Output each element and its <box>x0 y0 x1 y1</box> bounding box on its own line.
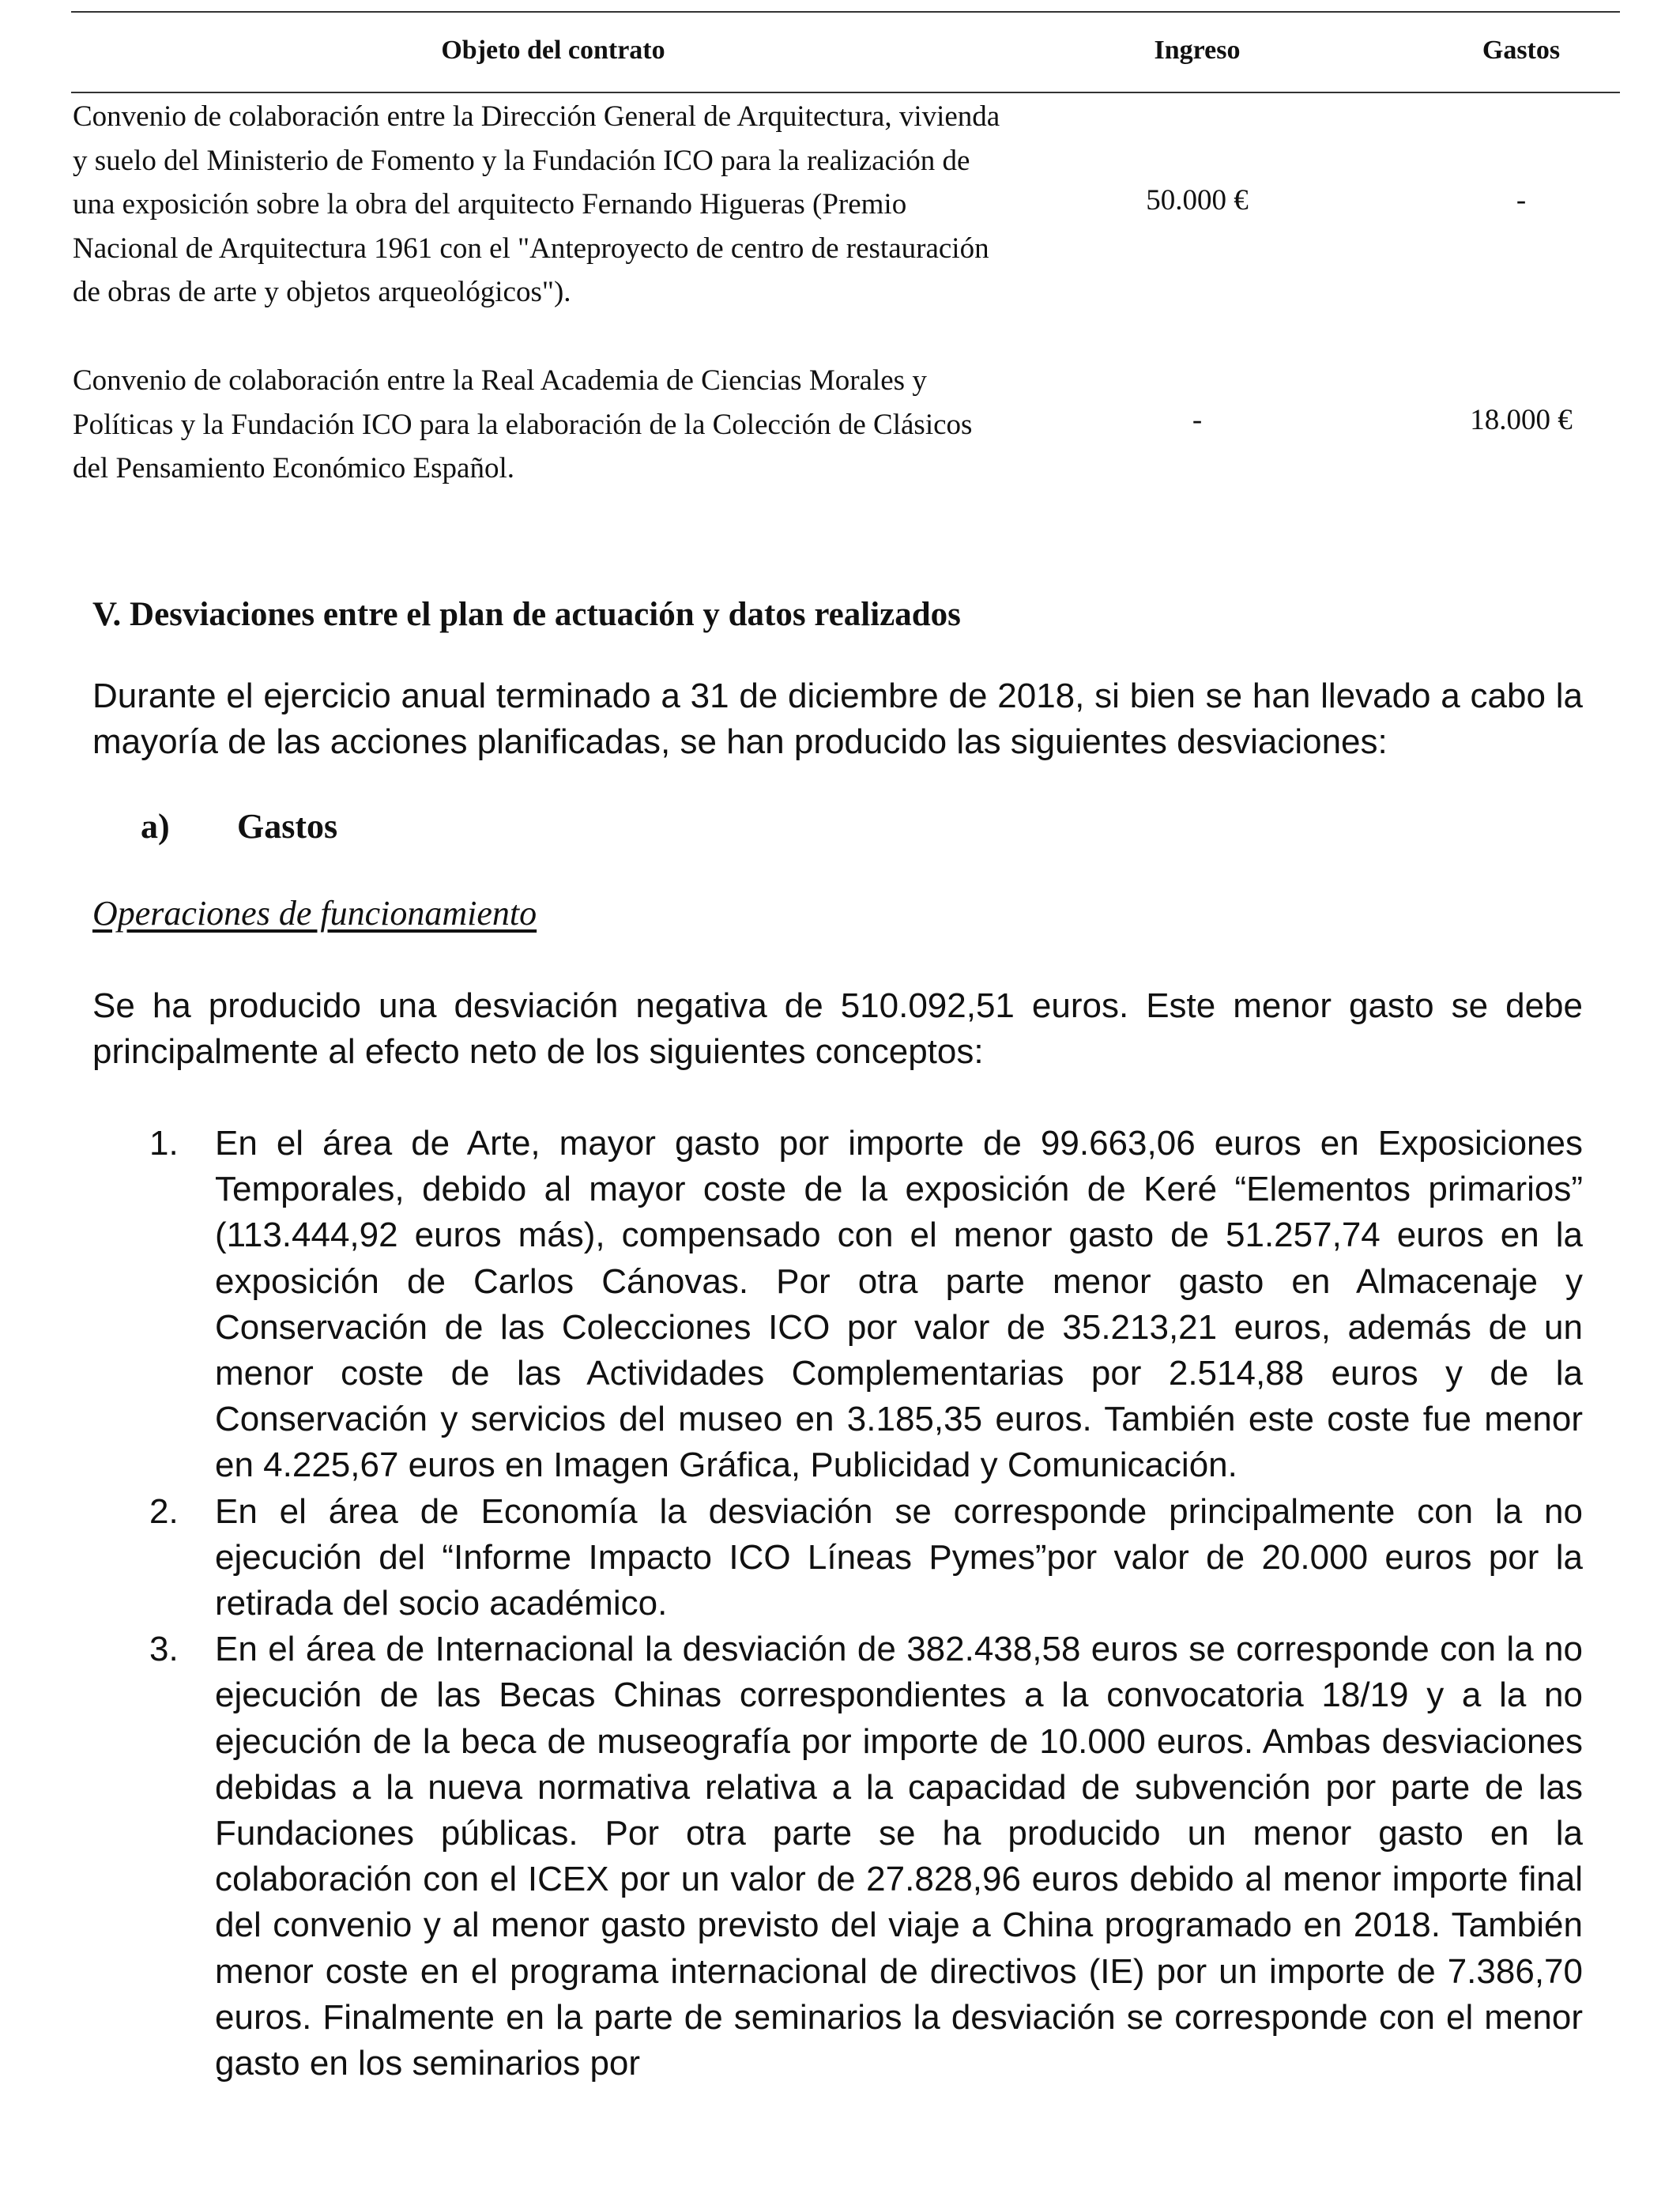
intro-paragraph: Durante el ejercicio anual terminado a 31 de diciembre de 2018, si bien se han llevado a cabo la mayoría de las acciones planificadas, se han producido las siguientes desviaciones: <box>92 677 1583 761</box>
table-row <box>71 359 1620 491</box>
item-number: 1. <box>149 1124 179 1163</box>
subsection-letter: a) <box>141 807 170 846</box>
header-gastos: Gastos <box>1482 36 1561 65</box>
item-number: 2. <box>149 1491 179 1531</box>
list-item <box>92 1489 1583 1627</box>
item-text: En el área de Economía la desviación se corresponde principalmente con la no ejecución del “Informe Impacto ICO Líneas Pymes”por valor de 20.000 euros por la retirada del socio académico. <box>215 1491 1583 1623</box>
item-text: En el área de Internacional la desviación de 382.438,58 euros se corresponde con la no ejecución de las Becas Chinas correspondientes a la convocatoria 18/19 y a la no ejecución de la beca de museografía por importe de 10.000 euros. Ambas desviaciones debidas a la nueva normativa relativa a la capacidad de subvención por parte de las Fundaciones públicas. Por otra parte se ha producido un menor gasto en la colaboración con el ICEX por un valor de 27.828,96 euros debido al menor importe final del convenio y al menor gasto previsto del viaje a China programado en 2018. También menor coste en el programa internacional de directivos (IE) por un importe de 7.386,70 euros. Finalmente en la parte de seminarios la desviación se corresponde con el menor gasto en los seminarios por <box>215 1630 1583 2083</box>
contracts-table <box>71 11 1620 491</box>
deviation-paragraph: Se ha producido una desviación negativa de 510.092,51 euros. Este menor gasto se debe principalmente al efecto neto de los siguientes conceptos: <box>92 986 1583 1071</box>
header-objeto: Objeto del contrato <box>441 36 665 65</box>
operations-title: Operaciones de funcionamiento <box>92 894 537 933</box>
row-objeto: Convenio de colaboración entre la Dirección General de Arquitectura, vivienda y suelo del Ministerio de Fomento y la Fundación ICO para la realización de una exposición sobre la obra del arquitecto Fernando Higueras (Premio Nacional de Arquitectura 1961 con el "Anteproyecto de centro de restauración de obras de arte y objetos arqueológicos"). <box>73 100 1000 309</box>
table-header <box>71 13 1620 93</box>
row-gastos: 18.000 € <box>1470 403 1573 436</box>
header-ingreso: Ingreso <box>1154 36 1241 65</box>
row-gastos: - <box>1516 184 1527 217</box>
row-ingreso: 50.000 € <box>1146 184 1249 217</box>
table-row <box>71 95 1620 315</box>
item-text: En el área de Arte, mayor gasto por importe de 99.663,06 euros en Exposiciones Temporales, debido al mayor coste de la exposición de Keré “Elementos primarios” (113.444,92 euros más), compensado con el menor gasto de 51.257,74 euros en la exposición de Carlos Cánovas. Por otra parte menor gasto en Almacenaje y Conservación de las Colecciones ICO por valor de 35.213,21 euros, además de un menor coste de las Actividades Complementarias por 2.514,88 euros y de la Conservación y servicios del museo en 3.185,35 euros. También este coste fue menor en 4.225,67 euros en Imagen Gráfica, Publicidad y Comunicación. <box>215 1124 1583 1485</box>
subsection-heading <box>141 803 337 850</box>
row-ingreso: - <box>1192 403 1203 436</box>
section-title: V. Desviaciones entre el plan de actuación y datos realizados <box>92 596 961 633</box>
deviation-list <box>92 1121 1583 2087</box>
row-objeto: Convenio de colaboración entre la Real Academia de Ciencias Morales y Políticas y la Fundación ICO para la elaboración de la Colección de Clásicos del Pensamiento Económico Español. <box>73 364 973 485</box>
list-item <box>92 1121 1583 1489</box>
list-item <box>92 1627 1583 2087</box>
subsection-title: Gastos <box>237 807 338 846</box>
item-number: 3. <box>149 1630 179 1669</box>
